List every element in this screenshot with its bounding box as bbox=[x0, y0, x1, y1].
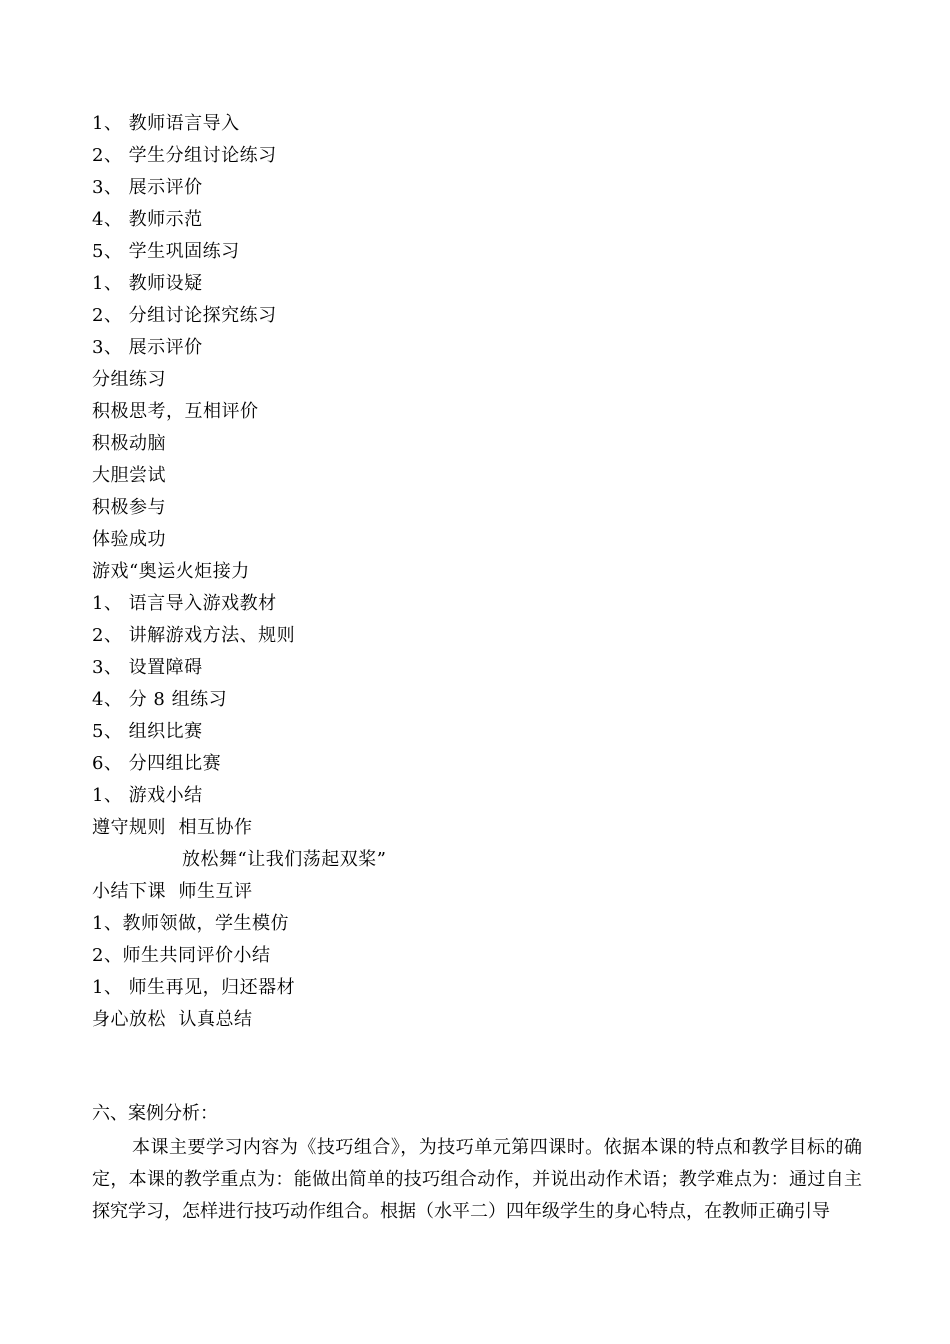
list-item: 4、 分 8 组练习 bbox=[92, 689, 228, 710]
list-item: 身心放松 认真总结 bbox=[92, 1009, 253, 1030]
list-item: 6、 分四组比赛 bbox=[92, 753, 222, 774]
list-item: 积极动脑 bbox=[92, 433, 166, 454]
section-heading: 六、案例分析： bbox=[92, 1103, 218, 1124]
list-item: 1、 游戏小结 bbox=[92, 785, 203, 806]
list-item: 1、 教师设疑 bbox=[92, 273, 203, 294]
list-item: 1、 师生再见，归还器材 bbox=[92, 977, 296, 998]
list-item: 5、 学生巩固练习 bbox=[92, 241, 240, 262]
list-item: 5、 组织比赛 bbox=[92, 721, 203, 742]
list-item: 2、 分组讨论探究练习 bbox=[92, 305, 277, 326]
list-item: 积极参与 bbox=[92, 497, 166, 518]
list-item: 1、 教师语言导入 bbox=[92, 113, 240, 134]
list-item: 2、 学生分组讨论练习 bbox=[92, 145, 277, 166]
list-item: 3、 设置障碍 bbox=[92, 657, 203, 678]
list-item: 2、师生共同评价小结 bbox=[92, 945, 271, 966]
list-item: 积极思考，互相评价 bbox=[92, 401, 259, 422]
list-item: 体验成功 bbox=[92, 529, 166, 550]
list-item: 3、 展示评价 bbox=[92, 177, 203, 198]
list-item: 4、 教师示范 bbox=[92, 209, 203, 230]
list-item: 放松舞“让我们荡起双桨” bbox=[182, 849, 387, 870]
list-item: 大胆尝试 bbox=[92, 465, 166, 486]
list-item: 1、教师领做，学生模仿 bbox=[92, 913, 289, 934]
case-analysis-section bbox=[92, 1100, 862, 1228]
list-item: 遵守规则 相互协作 bbox=[92, 817, 253, 838]
lesson-steps-list bbox=[92, 110, 386, 1038]
list-item: 分组练习 bbox=[92, 369, 166, 390]
list-item: 3、 展示评价 bbox=[92, 337, 203, 358]
list-item: 游戏“奥运火炬接力 bbox=[92, 561, 250, 582]
list-item: 2、 讲解游戏方法、规则 bbox=[92, 625, 296, 646]
section-paragraph: 本课主要学习内容为《技巧组合》，为技巧单元第四课时。依据本课的特点和教学目标的确定，本课的教学重点为：能做出简单的技巧组合动作，并说出动作术语；教学难点为：通过自主探究学习，怎样进行技巧动作组合。根据（水平二）四年级学生的身心特点，在教师正确引导 bbox=[92, 1137, 862, 1222]
list-item: 1、 语言导入游戏教材 bbox=[92, 593, 277, 614]
list-item: 小结下课 师生互评 bbox=[92, 881, 253, 902]
